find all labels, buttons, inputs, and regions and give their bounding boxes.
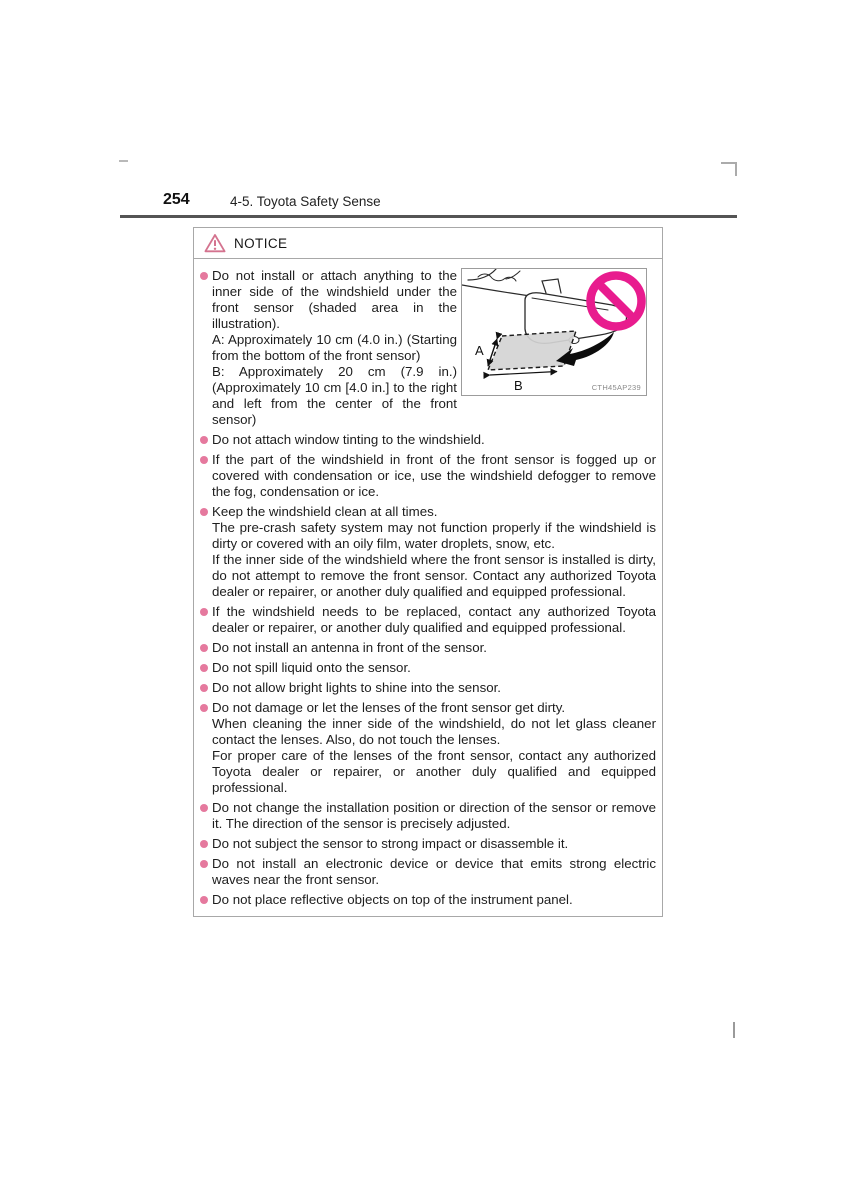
bullet-icon [200,684,208,692]
notice-paragraph: Keep the windshield clean at all times. [212,504,438,519]
notice-paragraph: Do not spill liquid onto the sensor. [212,660,411,675]
notice-paragraph: A: Approximately 10 cm (4.0 in.) (Starting from the bottom of the front sensor) [212,332,457,363]
notice-paragraph: Do not change the installation position or direction of the sensor or remove it. The direction of the sensor is precisely adjusted. [212,800,656,831]
windshield-sensor-illustration [461,268,647,396]
dimension-label-b: B [514,378,523,393]
list-item [200,604,656,636]
notice-paragraph: Do not install an electronic device or device that emits strong electric waves near the front sensor. [212,856,656,887]
notice-paragraph: When cleaning the inner side of the windshield, do not let glass cleaner contact the lenses. Also, do not touch the lenses. [212,716,656,747]
list-item [200,680,656,696]
notice-paragraph: Do not allow bright lights to shine into the sensor. [212,680,502,695]
list-item [200,700,656,796]
bullet-icon [200,272,208,280]
bullet-icon [200,704,208,712]
notice-paragraph: Do not install an antenna in front of the sensor. [212,640,487,655]
list-item [200,504,656,600]
section-title: 4-5. Toyota Safety Sense [230,194,381,209]
list-item [200,268,656,428]
bullet-icon [200,804,208,812]
bullet-icon [200,608,208,616]
list-item [200,892,656,908]
bullet-icon [200,860,208,868]
notice-box [193,227,663,917]
notice-paragraph: Do not subject the sensor to strong impact or disassemble it. [212,836,569,851]
bullet-icon [200,840,208,848]
notice-paragraph: If the part of the windshield in front of the front sensor is fogged up or covered with condensation or ice, use the windshield defogger to remove the fog, condensation or ice. [212,452,656,499]
notice-paragraph: Do not damage or let the lenses of the front sensor get dirty. [212,700,566,715]
bullet-icon [200,508,208,516]
bullet-icon [200,644,208,652]
list-item [200,660,656,676]
notice-item-text [212,268,457,428]
notice-title: NOTICE [234,235,288,251]
notice-paragraph: For proper care of the lenses of the front sensor, contact any authorized Toyota dealer or repairer, or another duly qualified and equipped professional. [212,748,656,795]
windshield-sensor-drawing [462,269,646,395]
bullet-icon [200,456,208,464]
notice-paragraph: If the windshield needs to be replaced, contact any authorized Toyota dealer or repairer, or another duly qualified and equipped professional. [212,604,656,635]
notice-header [194,228,662,259]
crop-mark-top-right-vertical [735,162,737,176]
notice-paragraph: Do not attach window tinting to the windshield. [212,432,485,447]
notice-paragraph: The pre-crash safety system may not function properly if the windshield is dirty or covered with an oily film, water droplets, snow, etc. [212,520,656,551]
notice-paragraph: Do not install or attach anything to the inner side of the windshield under the front sensor (shaded area in the illustration). [212,268,457,331]
crop-mark-top-left [119,160,128,162]
notice-paragraph: Do not place reflective objects on top of the instrument panel. [212,892,573,907]
header-rule [120,215,737,218]
list-item [200,640,656,656]
bullet-icon [200,896,208,904]
list-item [200,836,656,852]
notice-paragraph: If the inner side of the windshield where the front sensor is installed is dirty, do not attempt to remove the front sensor. Contact any authorized Toyota dealer or repairer, or another duly qualified and equipped professional. [212,552,656,599]
list-item [200,452,656,500]
notice-body [194,259,662,908]
dimension-label-a: A [475,343,484,358]
list-item [200,856,656,888]
bullet-icon [200,436,208,444]
crop-mark-bottom-right [733,1022,735,1038]
list-item [200,800,656,832]
bullet-icon [200,664,208,672]
warning-triangle-icon [204,233,226,253]
list-item [200,432,656,448]
notice-paragraph: B: Approximately 20 cm (7.9 in.) (Approximately 10 cm [4.0 in.] to the right and left from the center of the front sensor) [212,364,457,427]
illustration-caption: CTH45AP239 [591,383,641,392]
page-number: 254 [163,191,190,208]
